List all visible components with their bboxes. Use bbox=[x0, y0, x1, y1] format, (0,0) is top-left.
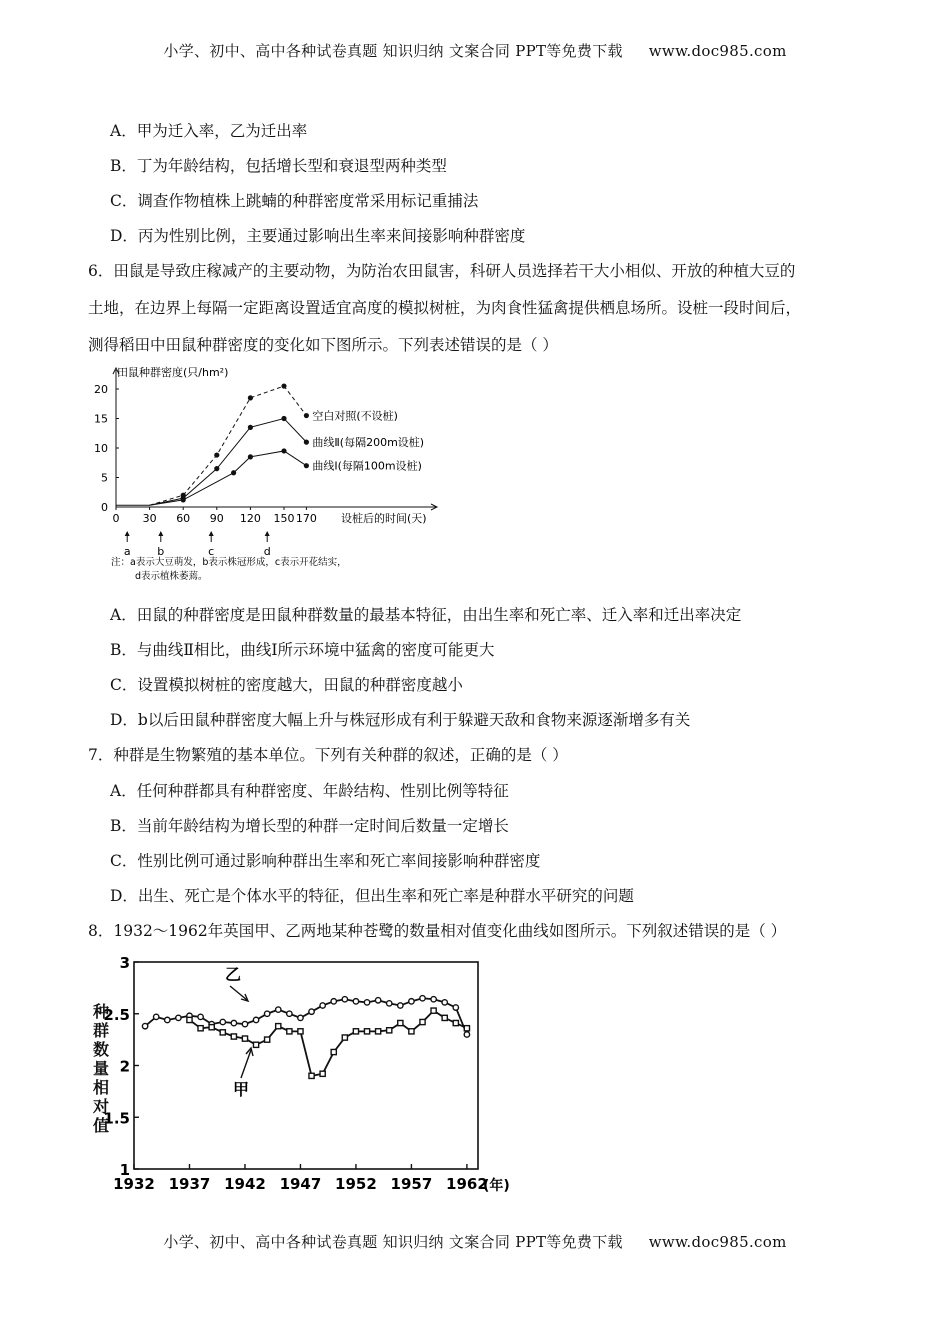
chart2-point-square bbox=[342, 1035, 347, 1040]
chart1-marks bbox=[116, 383, 424, 558]
chart2-y-tick-label: 1.5 bbox=[103, 1109, 130, 1128]
chart2-point-circle bbox=[375, 998, 380, 1003]
chart2-point-square bbox=[387, 1028, 392, 1033]
chart1-y-tick-label: 15 bbox=[94, 412, 108, 426]
chart2-point-circle bbox=[409, 999, 414, 1004]
chart1-x-tick-label: 170 bbox=[295, 512, 317, 525]
chart1-x-tick-label: 90 bbox=[209, 512, 224, 525]
chart2-point-square bbox=[309, 1073, 314, 1078]
chart2-point-circle bbox=[431, 997, 436, 1002]
chart2-point-circle bbox=[453, 1005, 458, 1010]
chart2-label-jia-arrow bbox=[241, 1050, 251, 1078]
chart2-point-square bbox=[209, 1025, 214, 1030]
header-text: 小学、初中、高中各种试卷真题 知识归纳 文案合同 PPT等免费下载 bbox=[163, 42, 623, 60]
chart2-series-line-1 bbox=[145, 998, 467, 1034]
chart1-point bbox=[281, 416, 286, 421]
chart1-y-tick-label: 10 bbox=[94, 442, 108, 455]
chart2-point-circle bbox=[253, 1017, 258, 1022]
q5-option-b[interactable]: B．丁为年龄结构，包括增长型和衰退型两种类型 bbox=[110, 157, 447, 175]
chart2-label-yi: 乙 bbox=[225, 965, 242, 984]
chart2-point-circle bbox=[153, 1014, 158, 1019]
chart2-x-tick-label: 1947 bbox=[279, 1175, 322, 1193]
chart2-point-square bbox=[364, 1029, 369, 1034]
chart1-point bbox=[281, 448, 286, 453]
chart2-xlabel: (年) bbox=[483, 1178, 510, 1194]
chart2-point-circle bbox=[442, 1000, 447, 1005]
heron-population-chart bbox=[85, 950, 535, 1200]
chart2-frame bbox=[134, 962, 478, 1169]
chart1-y-tick-label: 0 bbox=[101, 501, 108, 514]
chart1-point bbox=[304, 413, 309, 418]
chart1-point bbox=[231, 470, 236, 475]
chart1-point bbox=[304, 463, 309, 468]
chart2-point-square bbox=[353, 1029, 358, 1034]
page-header bbox=[0, 40, 950, 61]
chart2-label-yi-arrow bbox=[230, 986, 247, 1000]
chart1-x-tick-label: 60 bbox=[176, 512, 191, 525]
chart2-point-circle bbox=[142, 1023, 147, 1028]
chart1-point bbox=[248, 425, 253, 430]
footer-url[interactable]: www.doc985.com bbox=[648, 1233, 787, 1251]
q7-option-c[interactable]: C．性别比例可通过影响种群出生率和死亡率间接影响种群密度 bbox=[110, 852, 541, 870]
chart1-marker-label: d bbox=[263, 545, 271, 558]
chart1-marker-arrowhead bbox=[209, 531, 214, 536]
chart2-point-square bbox=[409, 1029, 414, 1034]
chart2-point-circle bbox=[287, 1011, 292, 1016]
q7-option-a[interactable]: A．任何种群都具有种群密度、年龄结构、性别比例等特征 bbox=[110, 782, 509, 800]
chart2-point-circle bbox=[276, 1007, 281, 1012]
chart1-point bbox=[214, 452, 219, 457]
chart2-point-square bbox=[253, 1042, 258, 1047]
chart2-point-square bbox=[187, 1017, 192, 1022]
chart2-point-circle bbox=[165, 1017, 170, 1022]
q7-option-d[interactable]: D．出生、死亡是个体水平的特征，但出生率和死亡率是种群水平研究的问题 bbox=[110, 887, 634, 905]
chart2-axes bbox=[103, 954, 487, 1193]
chart2-point-square bbox=[453, 1020, 458, 1025]
q6-option-c[interactable]: C．设置模拟树桩的密度越大，田鼠的种群密度越小 bbox=[110, 676, 463, 694]
q6-stem-line-3: 测得稻田中田鼠种群密度的变化如下图所示。下列表述错误的是（ ） bbox=[88, 336, 558, 354]
chart2-point-circle bbox=[198, 1014, 203, 1019]
chart1-point bbox=[248, 454, 253, 459]
chart2-ylabel: 种群数量相对值 bbox=[92, 1002, 109, 1135]
chart1-marker-arrowhead bbox=[158, 531, 163, 536]
q5-option-a[interactable]: A．甲为迁入率，乙为迁出率 bbox=[110, 122, 308, 140]
q6-stem-line-2: 土地，在边界上每隔一定距离设置适宜高度的模拟树桩，为肉食性猛禽提供栖息场所。设桩一段时间后， bbox=[88, 299, 802, 317]
chart2-point-circle bbox=[320, 1003, 325, 1008]
chart1-point bbox=[304, 440, 309, 445]
chart1-y-tick-label: 20 bbox=[94, 383, 108, 396]
chart2-point-circle bbox=[387, 1001, 392, 1006]
chart2-point-circle bbox=[331, 999, 336, 1004]
chart2-point-square bbox=[398, 1020, 403, 1025]
q5-option-d[interactable]: D．丙为性别比例，主要通过影响出生率来间接影响种群密度 bbox=[110, 227, 526, 245]
chart2-y-tick-label: 2 bbox=[119, 1057, 130, 1076]
chart1-point bbox=[248, 395, 253, 400]
chart2-point-circle bbox=[242, 1021, 247, 1026]
chart2-y-tick-label: 3 bbox=[119, 954, 130, 972]
chart1-note-line-1: 注：a表示大豆萌发，b表示株冠形成，c表示开花结实， bbox=[111, 557, 347, 568]
q6-option-a[interactable]: A．田鼠的种群密度是田鼠种群数量的最基本特征，由出生率和死亡率、迁入率和迁出率决定 bbox=[110, 606, 742, 624]
vole-density-chart bbox=[85, 362, 465, 587]
chart2-point-circle bbox=[231, 1020, 236, 1025]
chart1-y-tick-label: 5 bbox=[101, 471, 108, 485]
chart2-point-square bbox=[376, 1029, 381, 1034]
chart2-point-square bbox=[231, 1034, 236, 1039]
chart2-point-square bbox=[442, 1015, 447, 1020]
chart2-point-circle bbox=[364, 1000, 369, 1005]
chart2-point-circle bbox=[464, 1032, 469, 1037]
q5-option-c[interactable]: C．调查作物植株上跳蝻的种群密度常采用标记重捕法 bbox=[110, 192, 479, 210]
q6-stem-line-1: 6．田鼠是导致庄稼减产的主要动物，为防治农田鼠害，科研人员选择若干大小相似、开放的种植大豆的 bbox=[88, 262, 796, 280]
chart1-note-line-2: d表示植株萎蔫。 bbox=[135, 571, 208, 582]
chart2-point-circle bbox=[342, 997, 347, 1002]
header-url[interactable]: www.doc985.com bbox=[648, 42, 787, 60]
chart1-marker-label: a bbox=[123, 545, 131, 558]
chart2-point-circle bbox=[264, 1011, 269, 1016]
chart2-point-square bbox=[220, 1030, 225, 1035]
chart2-y-tick-label: 1 bbox=[119, 1161, 130, 1179]
chart1-series-line-1 bbox=[150, 386, 307, 505]
chart2-label-jia: 甲 bbox=[233, 1080, 250, 1099]
chart2-x-tick-label: 1962 bbox=[446, 1175, 488, 1193]
chart1-marker-arrowhead bbox=[265, 531, 270, 536]
chart2-point-square bbox=[287, 1029, 292, 1034]
chart2-x-tick-label: 1932 bbox=[113, 1175, 155, 1193]
chart2-point-circle bbox=[420, 996, 425, 1001]
chart1-series-line-3 bbox=[150, 451, 307, 505]
chart2-point-square bbox=[298, 1029, 303, 1034]
chart2-point-circle bbox=[309, 1009, 314, 1014]
chart1-marker-label: b bbox=[157, 545, 165, 558]
q7-option-b[interactable]: B．当前年龄结构为增长型的种群一定时间后数量一定增长 bbox=[110, 817, 509, 835]
chart2-point-circle bbox=[398, 1003, 403, 1008]
chart2-point-square bbox=[464, 1026, 469, 1031]
page-footer bbox=[0, 1231, 950, 1252]
chart1-marker-label: c bbox=[208, 545, 215, 558]
chart2-point-square bbox=[431, 1008, 436, 1013]
chart2-point-square bbox=[198, 1026, 203, 1031]
chart2-point-circle bbox=[353, 999, 358, 1004]
chart1-series-line-2 bbox=[150, 419, 307, 506]
q6-option-d[interactable]: D．b以后田鼠种群密度大幅上升与株冠形成有利于躲避天敌和食物来源逐渐增多有关 bbox=[110, 711, 691, 729]
chart2-point-square bbox=[320, 1071, 325, 1076]
chart1-xlabel: 设桩后的时间(天) bbox=[341, 512, 427, 525]
chart2-point-circle bbox=[298, 1015, 303, 1020]
chart1-point bbox=[181, 497, 186, 502]
chart2-point-square bbox=[276, 1024, 281, 1029]
chart2-x-tick-label: 1937 bbox=[168, 1175, 211, 1193]
q6-option-b[interactable]: B．与曲线Ⅱ相比，曲线Ⅰ所示环境中猛禽的密度可能更大 bbox=[110, 641, 495, 659]
chart2-x-tick-label: 1942 bbox=[224, 1175, 266, 1193]
chart2-point-square bbox=[420, 1019, 425, 1024]
chart1-x-tick-label: 0 bbox=[112, 512, 120, 525]
chart1-marker-arrowhead bbox=[125, 531, 130, 536]
chart2-y-tick-label: 2.5 bbox=[103, 1005, 130, 1024]
chart2-point-circle bbox=[176, 1015, 181, 1020]
chart1-point bbox=[281, 383, 286, 388]
chart2-marks bbox=[142, 965, 469, 1099]
chart1-series-label: 曲线Ⅱ(每隔200m设桩) bbox=[312, 436, 425, 450]
q8-stem: 8．1932～1962年英国甲、乙两地某种苍鹭的数量相对值变化曲线如图所示。下列叙述错误的是（ ） bbox=[88, 922, 787, 940]
chart1-series-label: 曲线Ⅰ(每隔100m设桩) bbox=[312, 459, 422, 473]
chart2-point-square bbox=[331, 1049, 336, 1054]
q7-stem: 7．种群是生物繁殖的基本单位。下列有关种群的叙述，正确的是（ ） bbox=[88, 746, 568, 764]
chart2-point-square bbox=[265, 1037, 270, 1042]
chart2-x-tick-label: 1952 bbox=[335, 1175, 377, 1193]
footer-text: 小学、初中、高中各种试卷真题 知识归纳 文案合同 PPT等免费下载 bbox=[163, 1233, 623, 1251]
chart2-point-square bbox=[242, 1036, 247, 1041]
chart1-point bbox=[214, 466, 219, 471]
chart1-x-tick-label: 150 bbox=[273, 512, 295, 525]
chart1-series-label: 空白对照(不设桩) bbox=[312, 409, 398, 423]
chart1-x-tick-label: 30 bbox=[142, 512, 157, 525]
chart2-x-tick-label: 1957 bbox=[390, 1175, 433, 1193]
chart2-point-circle bbox=[220, 1019, 225, 1024]
chart1-x-tick-label: 120 bbox=[239, 512, 261, 525]
chart1-ylabel: 田鼠种群密度(只/hm²) bbox=[117, 366, 229, 379]
